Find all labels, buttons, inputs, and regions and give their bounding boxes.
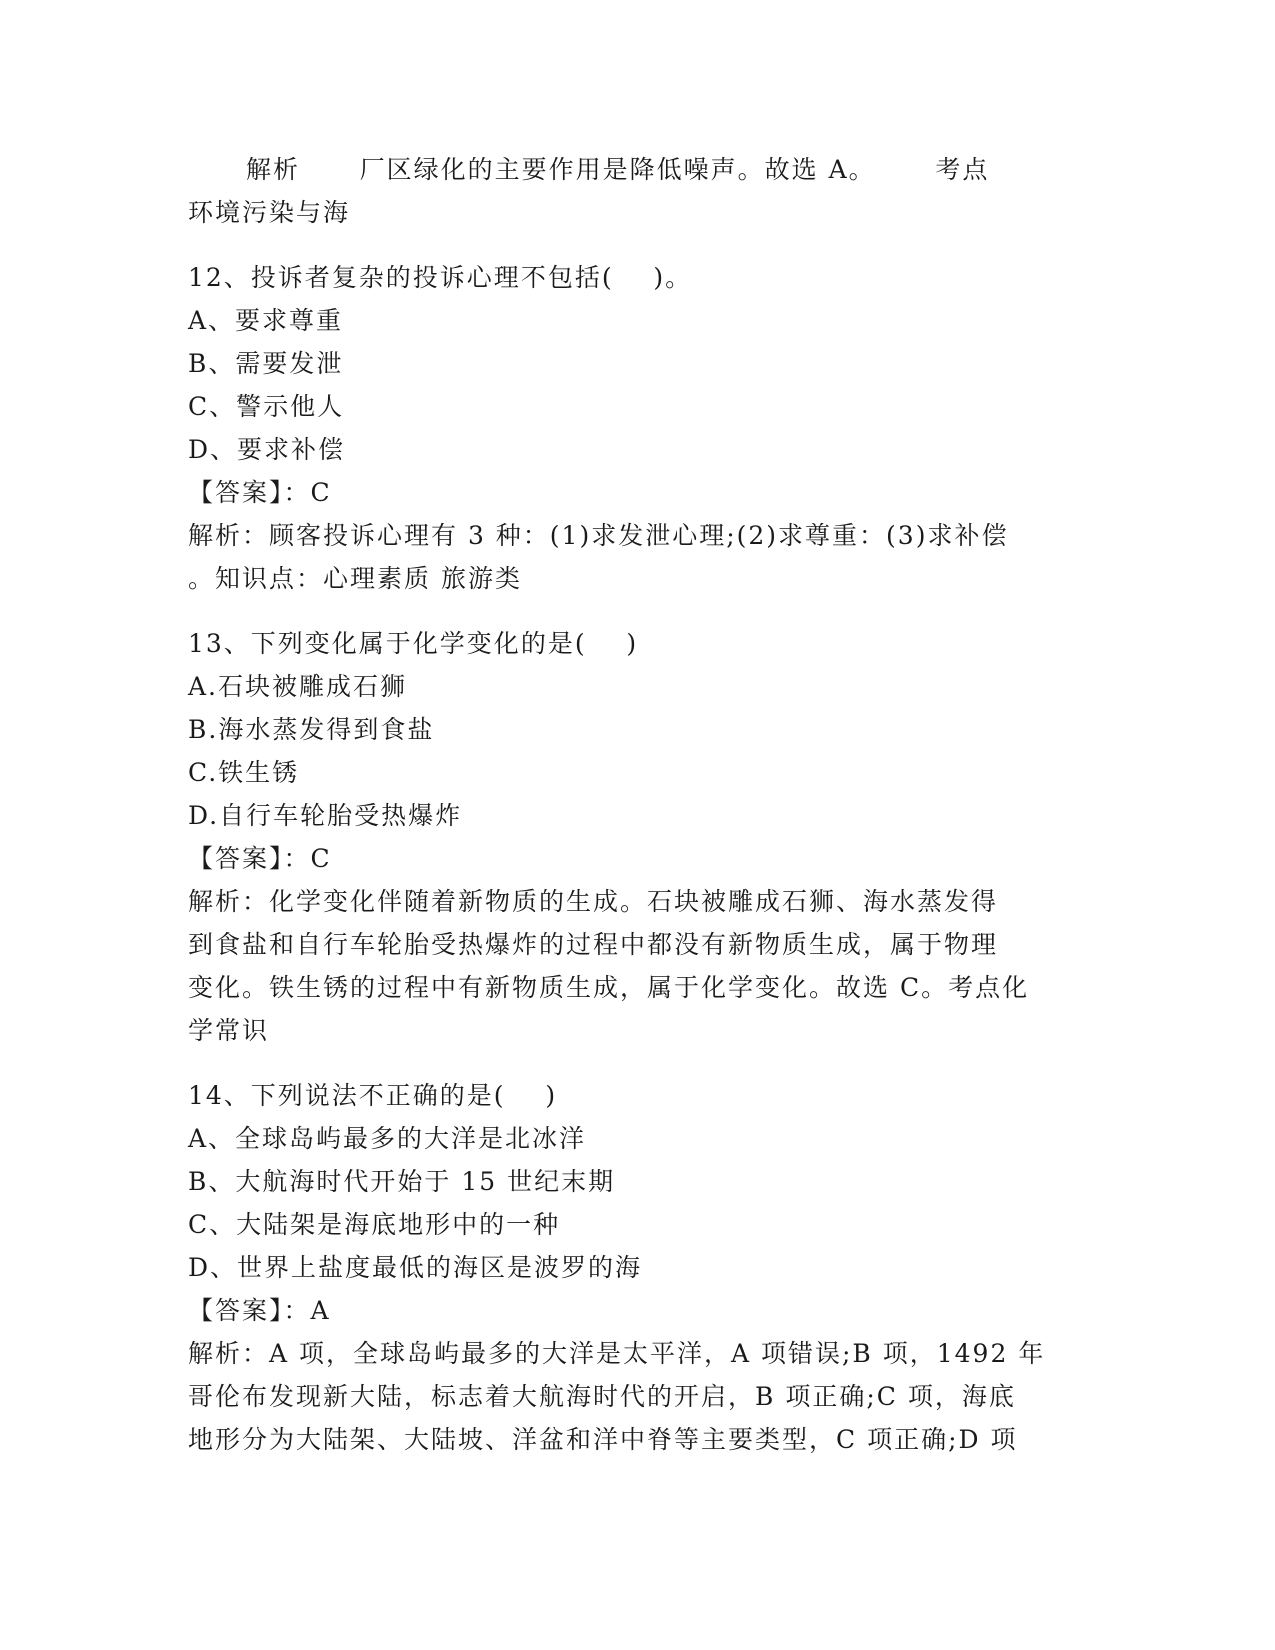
option-d: D、要求补偿 (188, 435, 346, 464)
question-stem: 14、下列说法不正确的是( ) (188, 1081, 558, 1110)
spacer (188, 1052, 1088, 1074)
analysis-line: 哥伦布发现新大陆，标志着大航海时代的开启，B 项正确;C 项，海底 (188, 1382, 1016, 1411)
question-12 (188, 256, 1088, 600)
analysis-line: 解析：A 项，全球岛屿最多的大洋是太平洋，A 项错误;B 项，1492 年 (188, 1339, 1046, 1368)
spacer (188, 600, 1088, 622)
answer: 【答案】：A (188, 1296, 331, 1325)
answer: 【答案】：C (188, 844, 332, 873)
intro-analysis-line: 环境污染与海 (188, 198, 351, 227)
analysis-line: 地形分为大陆架、大陆坡、洋盆和洋中脊等主要类型，C 项正确;D 项 (188, 1425, 1018, 1454)
option-c: C.铁生锈 (188, 758, 300, 787)
question-stem: 13、下列变化属于化学变化的是( ) (188, 629, 639, 658)
question-stem: 12、投诉者复杂的投诉心理不包括( )。 (188, 263, 693, 292)
option-b: B、需要发泄 (188, 349, 344, 378)
option-c: C、大陆架是海底地形中的一种 (188, 1210, 561, 1239)
option-c: C、警示他人 (188, 392, 345, 421)
question-14 (188, 1074, 1088, 1461)
analysis-line: 到食盐和自行车轮胎受热爆炸的过程中都没有新物质生成，属于物理 (188, 930, 999, 959)
option-b: B、大航海时代开始于 15 世纪末期 (188, 1167, 616, 1196)
analysis-line: 学常识 (188, 1016, 270, 1045)
analysis-line: 解析：顾客投诉心理有 3 种：(1)求发泄心理;(2)求尊重：(3)求补偿 (188, 521, 1009, 550)
intro-analysis-line: 解析 厂区绿化的主要作用是降低噪声。故选 A。 考点 (246, 155, 990, 184)
option-b: B.海水蒸发得到食盐 (188, 715, 435, 744)
analysis-line: 解析：化学变化伴随着新物质的生成。石块被雕成石狮、海水蒸发得 (188, 887, 999, 916)
analysis-line: 变化。铁生锈的过程中有新物质生成，属于化学变化。故选 C。考点化 (188, 973, 1030, 1002)
question-13 (188, 622, 1088, 1052)
option-a: A、全球岛屿最多的大洋是北冰洋 (188, 1124, 587, 1153)
option-a: A、要求尊重 (188, 306, 344, 335)
option-a: A.石块被雕成石狮 (188, 672, 408, 701)
spacer (188, 234, 1088, 256)
option-d: D.自行车轮胎受热爆炸 (188, 801, 463, 830)
option-d: D、世界上盐度最低的海区是波罗的海 (188, 1253, 643, 1282)
answer: 【答案】：C (188, 478, 332, 507)
analysis-line: 。知识点：心理素质 旅游类 (188, 564, 522, 593)
document-page (188, 148, 1088, 1461)
